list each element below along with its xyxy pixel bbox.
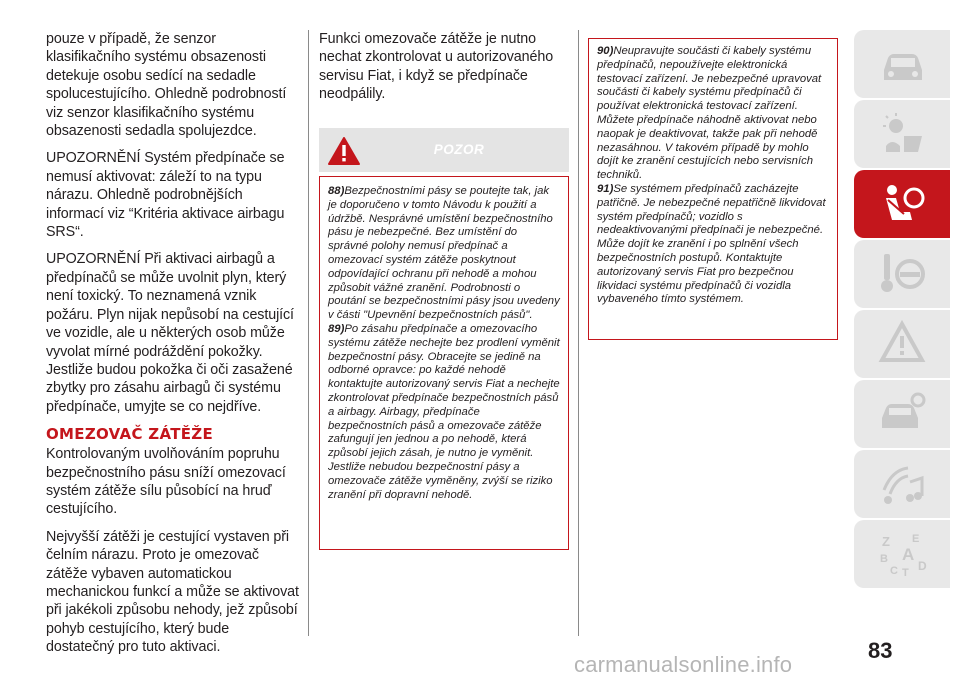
dashboard-lights-icon bbox=[878, 110, 928, 158]
note-number: 89) bbox=[328, 322, 345, 335]
warning-title: POZOR bbox=[433, 142, 485, 157]
section-heading: OMEZOVAČ ZÁTĚŽE bbox=[46, 425, 214, 444]
tab-car[interactable] bbox=[854, 30, 950, 98]
alphabet-index-icon bbox=[878, 530, 928, 578]
column-middle bbox=[319, 30, 569, 104]
road-warning-icon bbox=[878, 320, 928, 368]
note-number: 88) bbox=[328, 185, 345, 197]
seat-airbag-icon bbox=[878, 180, 928, 228]
note-number: 90) bbox=[597, 45, 614, 57]
column-divider bbox=[308, 30, 309, 636]
key-steering-icon bbox=[878, 250, 928, 298]
index-letter: Z bbox=[882, 534, 890, 549]
index-letter: C bbox=[890, 565, 898, 577]
tab-starting-driving[interactable] bbox=[854, 240, 950, 308]
watermark: carmanualsonline.info bbox=[574, 652, 793, 677]
paragraph-note: UPOZORNĚNÍ Systém předpínače se nemusí aktivovat: záleží to na typu nárazu. Ohledně podrobnějších informací viz “Kritéria aktivace airbagu SRS“. bbox=[46, 150, 285, 241]
tab-dashboard-lights[interactable] bbox=[854, 100, 950, 168]
index-letter: D bbox=[918, 559, 927, 573]
warning-header bbox=[319, 128, 569, 172]
paragraph: Funkci omezovače zátěže je nutno nechat zkontrolovat u autorizovaného servisu Fiat, i když se předpínače neodpálily. bbox=[319, 31, 554, 103]
multimedia-icon bbox=[878, 460, 928, 508]
note-number: 91) bbox=[597, 182, 614, 195]
note-text: Bezpečnostními pásy se poutejte tak, jak je doporučeno v tomto Návodu k použití a údržbě. Nesprávné umístění bezpečnostního pásu je nebezpečné. Bez umístění do správné polohy nemusí předpínač a omezovací systém zátěže poskytnout odpovídající ochranu při nehodě a mohou způsobit vážné zranění. Podrobnosti o poutání se bezpečnostními pásy jsou uvedeny v části "Upevnění bezpečnostních pásů". bbox=[328, 185, 560, 322]
column-left bbox=[46, 30, 300, 666]
paragraph: pouze v případě, že senzor klasifikačního systému obsazenosti detekuje osobu sedící na sedadle spolucestujícího. Ohledně podrobností viz senzor klasifikačního systému obsazenosti sedadla spolujezdce. bbox=[46, 31, 287, 140]
warning-note bbox=[328, 185, 560, 323]
tab-index[interactable] bbox=[854, 520, 950, 588]
index-letter: B bbox=[880, 553, 888, 565]
warning-note bbox=[597, 45, 829, 183]
warning-note bbox=[328, 323, 560, 502]
tab-emergency[interactable] bbox=[854, 310, 950, 378]
column-divider bbox=[578, 30, 579, 636]
tab-safety[interactable] bbox=[854, 170, 950, 238]
tab-multimedia[interactable] bbox=[854, 450, 950, 518]
note-text: Po zásahu předpínače a omezovacího systému zátěže nechejte bez prodlení vyměnit bezpečnostní pásy. Obracejte se jedině na odborné opravce: po každé nehodě kontaktujte autorizovaný servis Fiat a nechejte zkontrolovat předpínače bezpečnostních pásů a airbagy. Airbagy, předpínače bezpečnostních pásů a omezovače zátěže zafungují jen jednou a po nehodě, která způsobí jejich zásah, je nutno je vyměnit. Jestliže nebudou bezpečnostní pásy a omezovače zátěže vyměněny, zvýší se riziko zranění při dopravní nehodě. bbox=[328, 322, 560, 501]
paragraph: Nejvyšší zátěži je cestující vystaven při čelním nárazu. Proto je omezovač zátěže vybaven automatickou mechanickou funkcí a může se aktivovat při jakékoli způsobu nehody, jež způsobí pohyb cestujícího, který bude dostatečný pro tuto aktivaci. bbox=[46, 528, 299, 656]
note-text: Neupravujte součásti či kabely systému předpínačů, nepoužívejte elektronická testovací zařízení. Je nebezpečné upravovat součásti či kabely systému předpínačů či používat elektronická testovací zařízení. Můžete předpínače náhodně aktivovat nebo naopak je deaktivovat, takže pak při nehodě nezasáhnou. V takovém případě by mohlo dojít ke zranění cestujících nebo servisních techniků. bbox=[597, 45, 822, 182]
page-number: 83 bbox=[868, 638, 893, 663]
warning-box bbox=[319, 176, 569, 550]
warning-note bbox=[597, 183, 829, 307]
index-letter: E bbox=[912, 533, 920, 545]
index-letter: T bbox=[902, 567, 909, 578]
car-service-icon bbox=[878, 390, 928, 438]
chapter-sidebar bbox=[854, 30, 950, 590]
note-text: Se systémem předpínačů zacházejte patřičně. Je nebezpečné nepatřičně likvidovat systém předpínačů; vozidlo s nedeaktivovanými předpínači je nebezpečné. Může dojít ke zranění i po splnění všech bezpečnostních postupů. Kontaktujte autorizovaný servis Fiat pro bezpečnou likvidaci systému předpínačů či vozidla vybaveného tímto systémem. bbox=[597, 182, 826, 306]
paragraph: Kontrolovaným uvolňováním popruhu bezpečnostního pásu sníží omezovací systém zátěže sílu působící na hruď cestujícího. bbox=[46, 446, 286, 518]
warning-box-continued bbox=[588, 38, 838, 340]
index-letter: A bbox=[902, 545, 915, 564]
paragraph-note: UPOZORNĚNÍ Při aktivaci airbagů a předpínačů se může uvolnit plyn, který není toxický. To neznamená vznik požáru. Plyn nijak nepůsobí na cestující ve vozidle, ale u některých osob může vyvolat mírné podráždění pokožky. Jestliže budou pokožka či oči zasažené zbytky pro zásahu airbagů či systému předpínače, umyjte se co nejdříve. bbox=[46, 251, 294, 415]
tab-maintenance[interactable] bbox=[854, 380, 950, 448]
car-icon bbox=[878, 40, 928, 88]
